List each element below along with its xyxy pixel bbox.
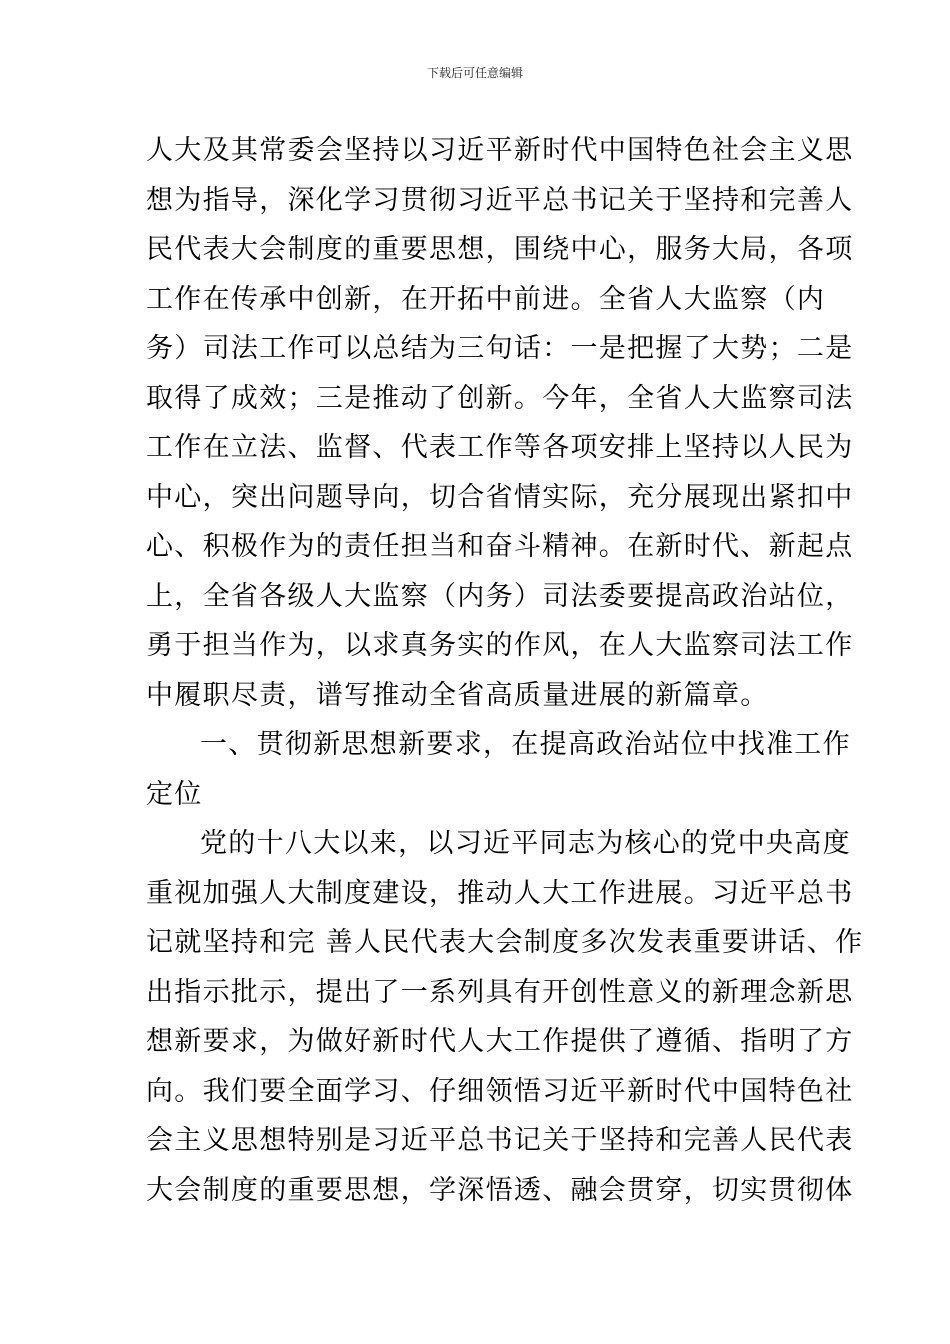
- text-line: 人大及其常委会坚持以习近平新时代中国特色社会主义思: [146, 135, 854, 166]
- text-line: 中履职尽责，谱写推动全省高质量进展的新篇章。: [146, 679, 769, 711]
- text-line: 工作在传承中创新，在开拓中前进。全省人大监察（内: [146, 283, 826, 315]
- text-line: 大会制度的重要思想，学深悟透、融会贯穿，切实贯彻体: [146, 1174, 854, 1206]
- text-line: 工作在立法、监督、代表工作等各项安排上坚持以人民为: [146, 432, 854, 463]
- text-line: 党的十八大以来，以习近平同志为核心的党中央高度: [200, 828, 851, 859]
- section-heading-continued: 定位: [146, 778, 203, 810]
- text-line: 记就坚持和完 善人民代表大会制度多次发表重要讲话、作: [146, 927, 864, 958]
- text-line: 中心，突出问题导向，切合省情实际，充分展现出紧扣中: [146, 481, 854, 513]
- text-line: 上，全省各级人大监察（内务）司法委要提高政治站位，: [146, 580, 854, 612]
- text-line: 出指示批示，提出了一系列具有开创性意义的新理念新思: [146, 976, 854, 1008]
- text-line: 想新要求，为做好新时代人大工作提供了遵循、指明了方: [146, 1026, 854, 1057]
- document-body: [146, 126, 864, 1215]
- text-line: 向。我们要全面学习、仔细领悟习近平新时代中国特色社: [146, 1075, 854, 1107]
- text-line: 重视加强人大制度建设，推动人大工作进展。习近平总书: [146, 877, 854, 909]
- text-line: 取得了成效；三是推动了创新。今年，全省人大监察司法: [146, 382, 854, 414]
- text-line: 会主义思想特别是习近平总书记关于坚持和完善人民代表: [146, 1125, 854, 1156]
- text-line: 心、积极作为的责任担当和奋斗精神。在新时代、新起点: [146, 531, 854, 562]
- text-line: 民代表大会制度的重要思想，围绕中心，服务大局，各项: [146, 234, 854, 265]
- section-heading: 一、贯彻新思想新要求，在提高政治站位中找准工作: [200, 729, 851, 760]
- text-line: 勇于担当作为，以求真务实的作风，在人大监察司法工作: [146, 630, 854, 661]
- page-header-note: 下载后可任意编辑: [426, 66, 523, 80]
- text-line: 想为指导，深化学习贯彻习近平总书记关于坚持和完善人: [146, 184, 854, 216]
- text-line: 务）司法工作可以总结为三句话：一是把握了大势；二是: [146, 333, 854, 364]
